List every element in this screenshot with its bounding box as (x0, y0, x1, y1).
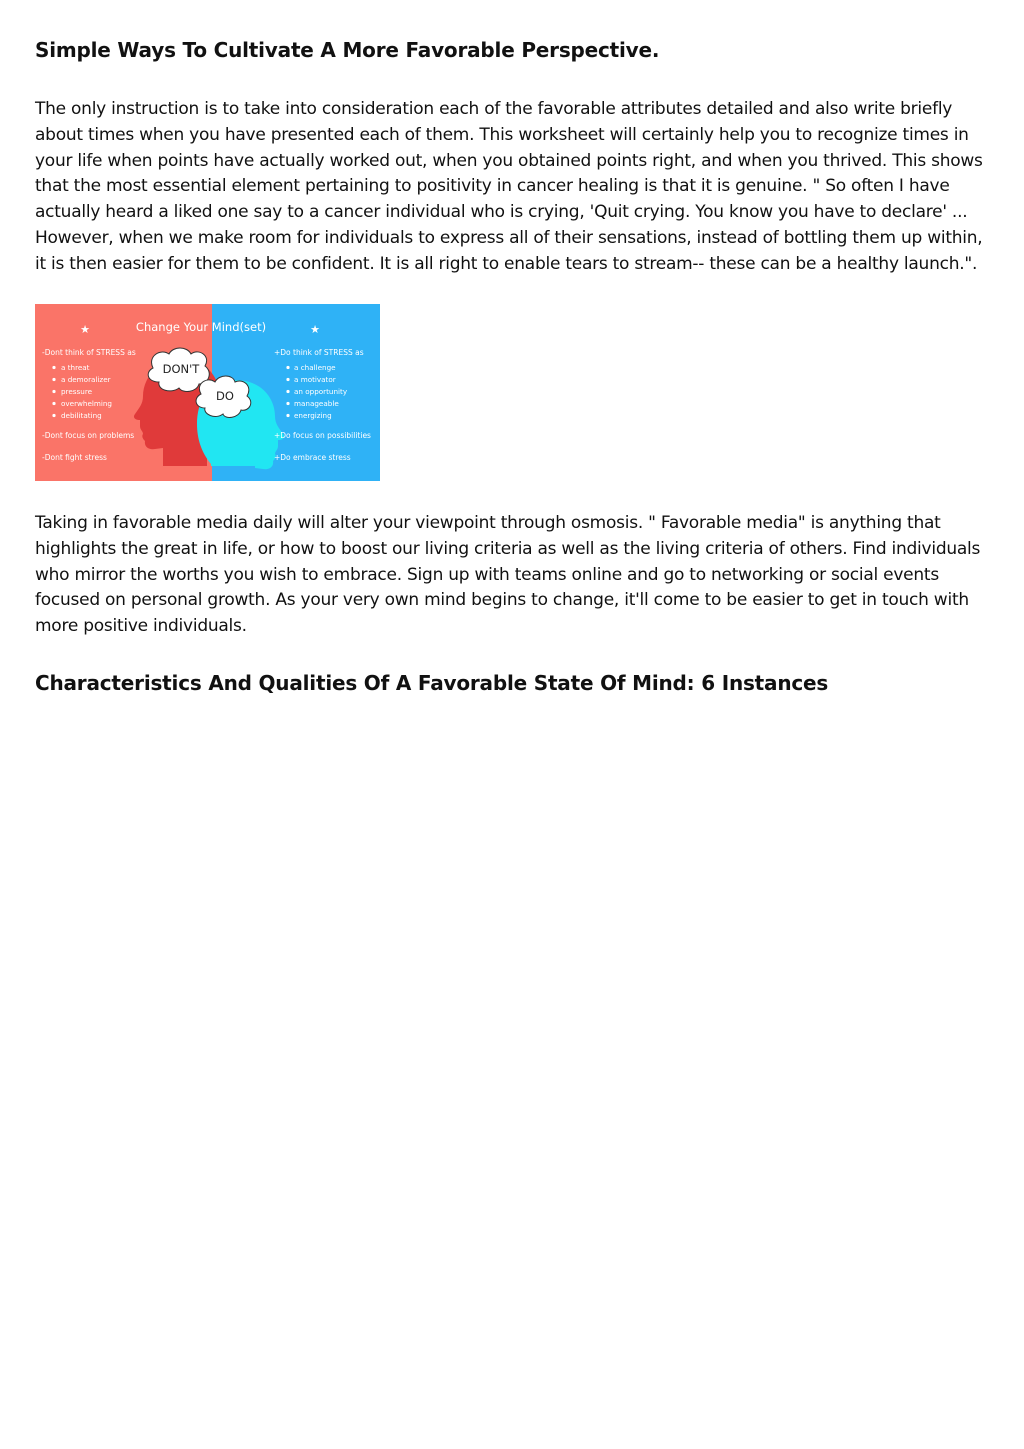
right-list-item: a challenge (294, 363, 336, 372)
bullet-icon (52, 366, 55, 369)
mindset-infographic-svg (35, 304, 380, 481)
bullet-icon (52, 402, 55, 405)
left-star-icon: ★ (80, 323, 90, 336)
right-list-item: energizing (294, 411, 332, 420)
body-paragraph: Taking in favorable media daily will alter your viewpoint through osmosis. " Favorable media" is anything that highlights the great in life, or how to boost our living criteria as well as the living criteria of others. Find individuals who mirror the worths you wish to embrace. Sign up with teams online and go to networking or social events focused on personal growth. As your very own mind begins to change, it'll come to be easier to get in touch with more positive individuals. (35, 513, 981, 637)
right-list-item: a motivator (294, 375, 336, 384)
bullet-icon (286, 402, 289, 405)
subsection-heading: Characteristics And Qualities Of A Favorable State Of Mind: 6 Instances (35, 671, 829, 695)
section-heading: Simple Ways To Cultivate A More Favorable Perspective. (35, 38, 660, 62)
left-list-item: pressure (61, 387, 93, 396)
left-fight-line: -Dont fight stress (42, 453, 107, 462)
right-embrace-line: +Do embrace stress (274, 453, 351, 462)
bullet-icon (286, 414, 289, 417)
right-list-item: an opportunity (294, 387, 348, 396)
mindset-infographic (35, 304, 380, 481)
right-star-icon: ★ (310, 323, 320, 336)
right-list-item: manageable (294, 399, 339, 408)
right-focus-line: +Do focus on possibilities (274, 431, 371, 440)
bullet-icon (286, 378, 289, 381)
bullet-icon (52, 378, 55, 381)
intro-paragraph: The only instruction is to take into consideration each of the favorable attributes detailed and also write briefly about times when you have presented each of them. This worksheet will certainly help you to recognize times in your life when points have actually worked out, when you obtained points right, and when you thrived. This shows that the most essential element pertaining to positivity in cancer healing is that it is genuine. " So often I have actually heard a liked one say to a cancer individual who is crying, 'Quit crying. You know you have to declare' ... However, when we make room for individuals to express all of their sensations, instead of bottling them up within, it is then easier for them to be confident. It is all right to enable tears to stream-- these can be a healthy launch.". (35, 99, 983, 274)
left-list-item: a demoralizer (61, 375, 111, 384)
dont-bubble-text: DON'T (162, 362, 200, 376)
bullet-icon (286, 390, 289, 393)
left-list-item: a threat (61, 363, 90, 372)
left-focus-line: -Dont focus on problems (42, 431, 135, 440)
bullet-icon (286, 366, 289, 369)
do-bubble-text: DO (216, 389, 234, 403)
left-column-heading: -Dont think of STRESS as (42, 348, 136, 357)
left-list-item: debilitating (61, 411, 102, 420)
infographic-title: Change Your Mind(set) (135, 320, 267, 334)
bullet-icon (52, 414, 55, 417)
right-column-heading: +Do think of STRESS as (274, 348, 364, 357)
left-list-item: overwhelming (61, 399, 112, 408)
bullet-icon (52, 390, 55, 393)
